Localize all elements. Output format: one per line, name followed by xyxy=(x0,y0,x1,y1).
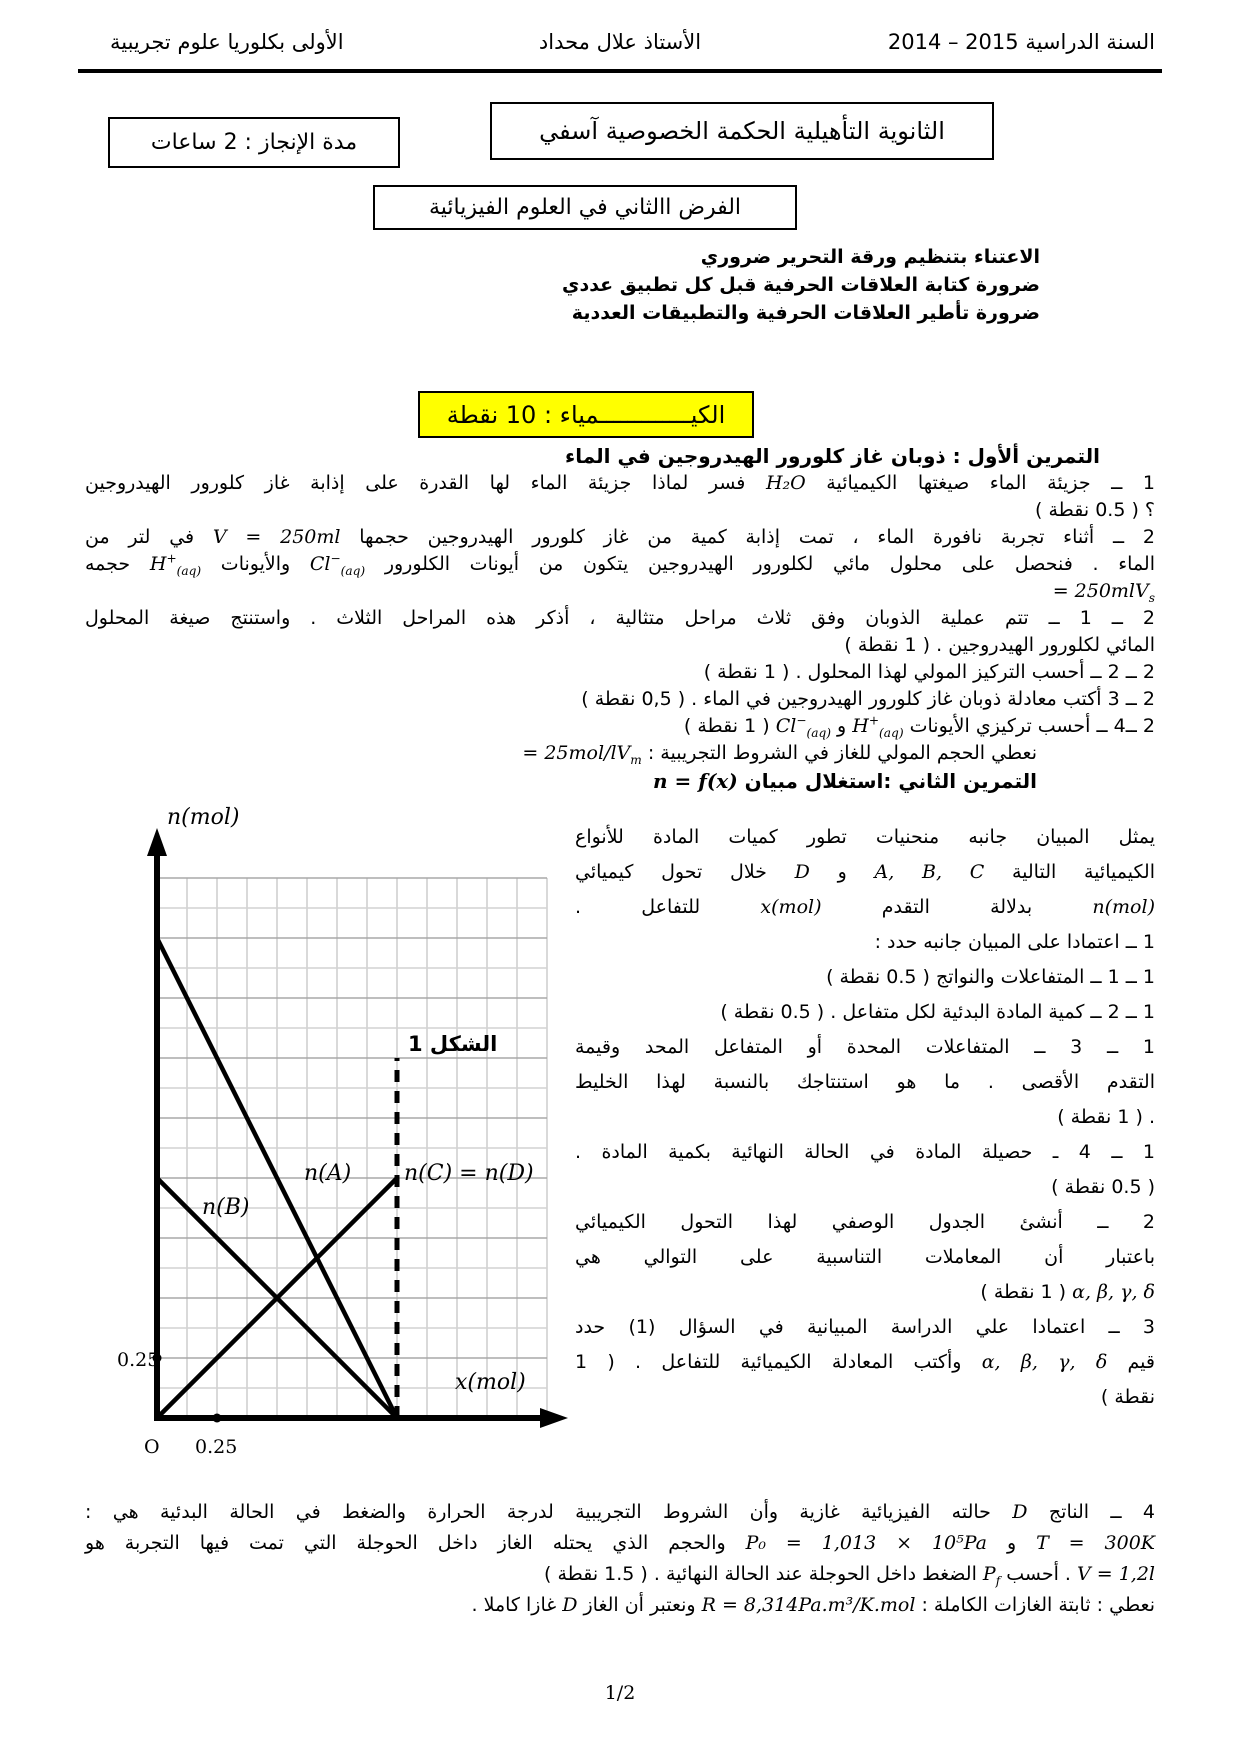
text-line: 2 ــ4 ــ أحسب تركيزي الأيونات $H^+_{(aq)}$ و $Cl^-_{(aq)}$ ( 1 نقطة ) xyxy=(683,713,1155,740)
figure-label: الشكل 1 xyxy=(408,1032,498,1056)
text-line: قيم α, β, γ, δ وأكتب المعادلة الكيميائية للتفاعل . ( 1 xyxy=(575,1351,1155,1373)
text-line: 2 ــ 2 ــ أحسب التركيز المولي لهذا المحلول . ( 1 نقطة ) xyxy=(703,661,1155,683)
text-line: 2 ــ أنشئ الجدول الوصفي لهذا التحول الكيميائي xyxy=(575,1211,1155,1233)
text-line: V = 1,2l . أحسب $P_f$ الضغط داخل الحوجلة عند الحالة النهائية . ( 1.5 نقطة ) xyxy=(544,1563,1155,1588)
text-line: 1 ــ 3 ــ المتفاعلات المحدة أو المتفاعل المحد وقيمة xyxy=(575,1036,1155,1058)
question4-block xyxy=(85,1497,1155,1621)
text-line: α, β, γ, δ ( 1 نقطة ) xyxy=(980,1281,1155,1303)
text-line: باعتبار أن المعاملات التناسبية على التوالي هي xyxy=(575,1246,1155,1268)
exercise2-title: التمرين الثاني :استغلال مبيان n = f(x) xyxy=(652,769,1037,793)
text-line: . ( 1 نقطة ) xyxy=(1057,1106,1155,1128)
text-line: 1 ــ 1 ــ المتفاعلات والنواتج ( 0.5 نقطة ) xyxy=(826,966,1155,988)
text-line: المائي لكلورور الهيدروجين . ( 1 نقطة ) xyxy=(844,634,1155,656)
text-line: 1 ــ 2 ــ كمية المادة البدئية لكل متفاعل . ( 0.5 نقطة ) xyxy=(720,1001,1155,1023)
x-axis-label: x(mol) xyxy=(455,1370,526,1395)
text-line: 2 ــ 3 أكتب معادلة ذوبان غاز كلورور الهيدروجين في الماء . ( 0,5 نقطة ) xyxy=(581,688,1155,710)
x-tick-label: 0.25 xyxy=(195,1436,238,1458)
text-line: 4 ــ الناتج D حالته الفيزيائية غازية وأن الشروط التجريبية لدرجة الحرارة والضغط في الحالة البدئية هي : xyxy=(85,1501,1155,1523)
text-line: نعطي : ثابتة الغازات الكاملة : R = 8,314Pa.m³/K.mol ونعتبر أن الغاز D غازا كاملا . xyxy=(471,1594,1155,1616)
text-line: ؟ ( 0.5 نقطة ) xyxy=(1035,499,1155,521)
header-year-range: 2014 – 2015 xyxy=(887,30,1019,54)
instruction-line: ضرورة تأطير العلاقات الحرفية والتطبيقات العددية xyxy=(571,302,1040,324)
instructions xyxy=(540,243,1040,327)
text-line: التقدم الأقصى . ما هو استنتاجك بالنسبة لهذا الخليط xyxy=(575,1071,1155,1093)
text-line: 3 ــ اعتمادا علي الدراسة المبيانية في السؤال (1) حدد xyxy=(575,1316,1155,1338)
header-track: الأولى بكلوريا علوم تجريبية xyxy=(110,30,344,54)
y-tick-label: 0.25 xyxy=(117,1349,160,1371)
text-line: نعطي الحجم المولي للغاز في الشروط التجريبية : $V_m = 25mol/l$ xyxy=(516,742,1037,767)
exercise2-body xyxy=(575,820,1155,1415)
origin-label: O xyxy=(144,1436,160,1458)
text-line: n(mol) بدلالة التقدم x(mol) للتفاعل . xyxy=(575,896,1155,918)
y-axis-label: n(mol) xyxy=(167,805,240,830)
exercise1-title: التمرين ألأول : ذوبان غاز كلورور الهيدروجين في الماء xyxy=(564,444,1100,468)
header-teacher: الأستاذ علال محداد xyxy=(538,30,702,54)
chart-grid xyxy=(157,878,547,1418)
text-line: 2 ــ أثناء تجربة نافورة الماء ، تمت إذابة كمية من غاز كلورور الهيدروجين حجمها V = 250ml في لتر من xyxy=(85,526,1155,548)
text-line: T = 300K و P₀ = 1,013 × 10⁵Pa والحجم الذي يحتله الغاز داخل الحوجلة التي تمت فيها التجربة هو xyxy=(85,1532,1155,1554)
instruction-line: الاعتناء بتنظيم ورقة التحرير ضروري xyxy=(700,246,1040,268)
figure1-graph xyxy=(112,788,574,1490)
exercise1-block xyxy=(85,442,1155,767)
text-line: ( 0.5 نقطة ) xyxy=(1051,1176,1155,1198)
header-year-label: السنة الدراسية xyxy=(1025,30,1155,54)
exercise1-body xyxy=(85,470,1155,767)
figure1-chart-svg xyxy=(112,788,574,1490)
series-label-nB: n(B) xyxy=(202,1195,250,1220)
text-line: الكيميائية التالية A, B, C و D خلال تحول كيميائي xyxy=(575,861,1155,883)
duration-box: مدة الإنجاز : 2 ساعات xyxy=(108,117,400,168)
text-line: 1 ــ جزيئة الماء صيغتها الكيميائية H₂O فسر لماذا جزيئة الماء لها القدرة على إذابة غاز كلورور الهيدروجين xyxy=(85,472,1155,494)
series-label-nC-nD: n(C) = n(D) xyxy=(404,1161,534,1186)
header-year xyxy=(888,30,1155,54)
instruction-line: ضرورة كتابة العلاقات الحرفية قبل كل تطبيق عددي xyxy=(562,274,1040,296)
header-rule xyxy=(78,69,1162,73)
exam-title-box: الفرض االثاني في العلوم الفيزيائية xyxy=(373,185,797,230)
text-line: الماء . فنحصل على محلول مائي لكلورور الهيدروجين يتكون من أيونات الكلورور $Cl^-_{(aq)}$ والأيونات $H^+_{(aq)}$ حجمه xyxy=(85,551,1155,578)
chemistry-section-banner: الكيـــــــــــــمياء : 10 نقطة xyxy=(418,391,754,438)
text-line: 1 ــ 4 ـ حصيلة المادة في الحالة النهائية بكمية المادة . xyxy=(575,1141,1156,1163)
page-number: 1/2 xyxy=(604,1682,636,1704)
school-name-box: الثانوية التأهيلية الحكمة الخصوصية آسفي xyxy=(490,102,994,160)
text-line: $V_s = 250ml$ xyxy=(1046,580,1155,605)
text-line: يمثل المبيان جانبه منحنيات تطور كميات المادة للأنواع xyxy=(575,826,1155,848)
series-label-nA: n(A) xyxy=(304,1161,352,1186)
text-line: نقطة ) xyxy=(1100,1386,1155,1408)
text-line: 1 ــ اعتمادا على المبيان جانبه حدد : xyxy=(874,931,1155,953)
text-line: 2 ــ 1 ــ تتم عملية الذوبان وفق ثلاث مراحل متثالية ، أذكر هذه المراحل الثلاث . واستنتج صيغة المحلول xyxy=(85,607,1155,629)
